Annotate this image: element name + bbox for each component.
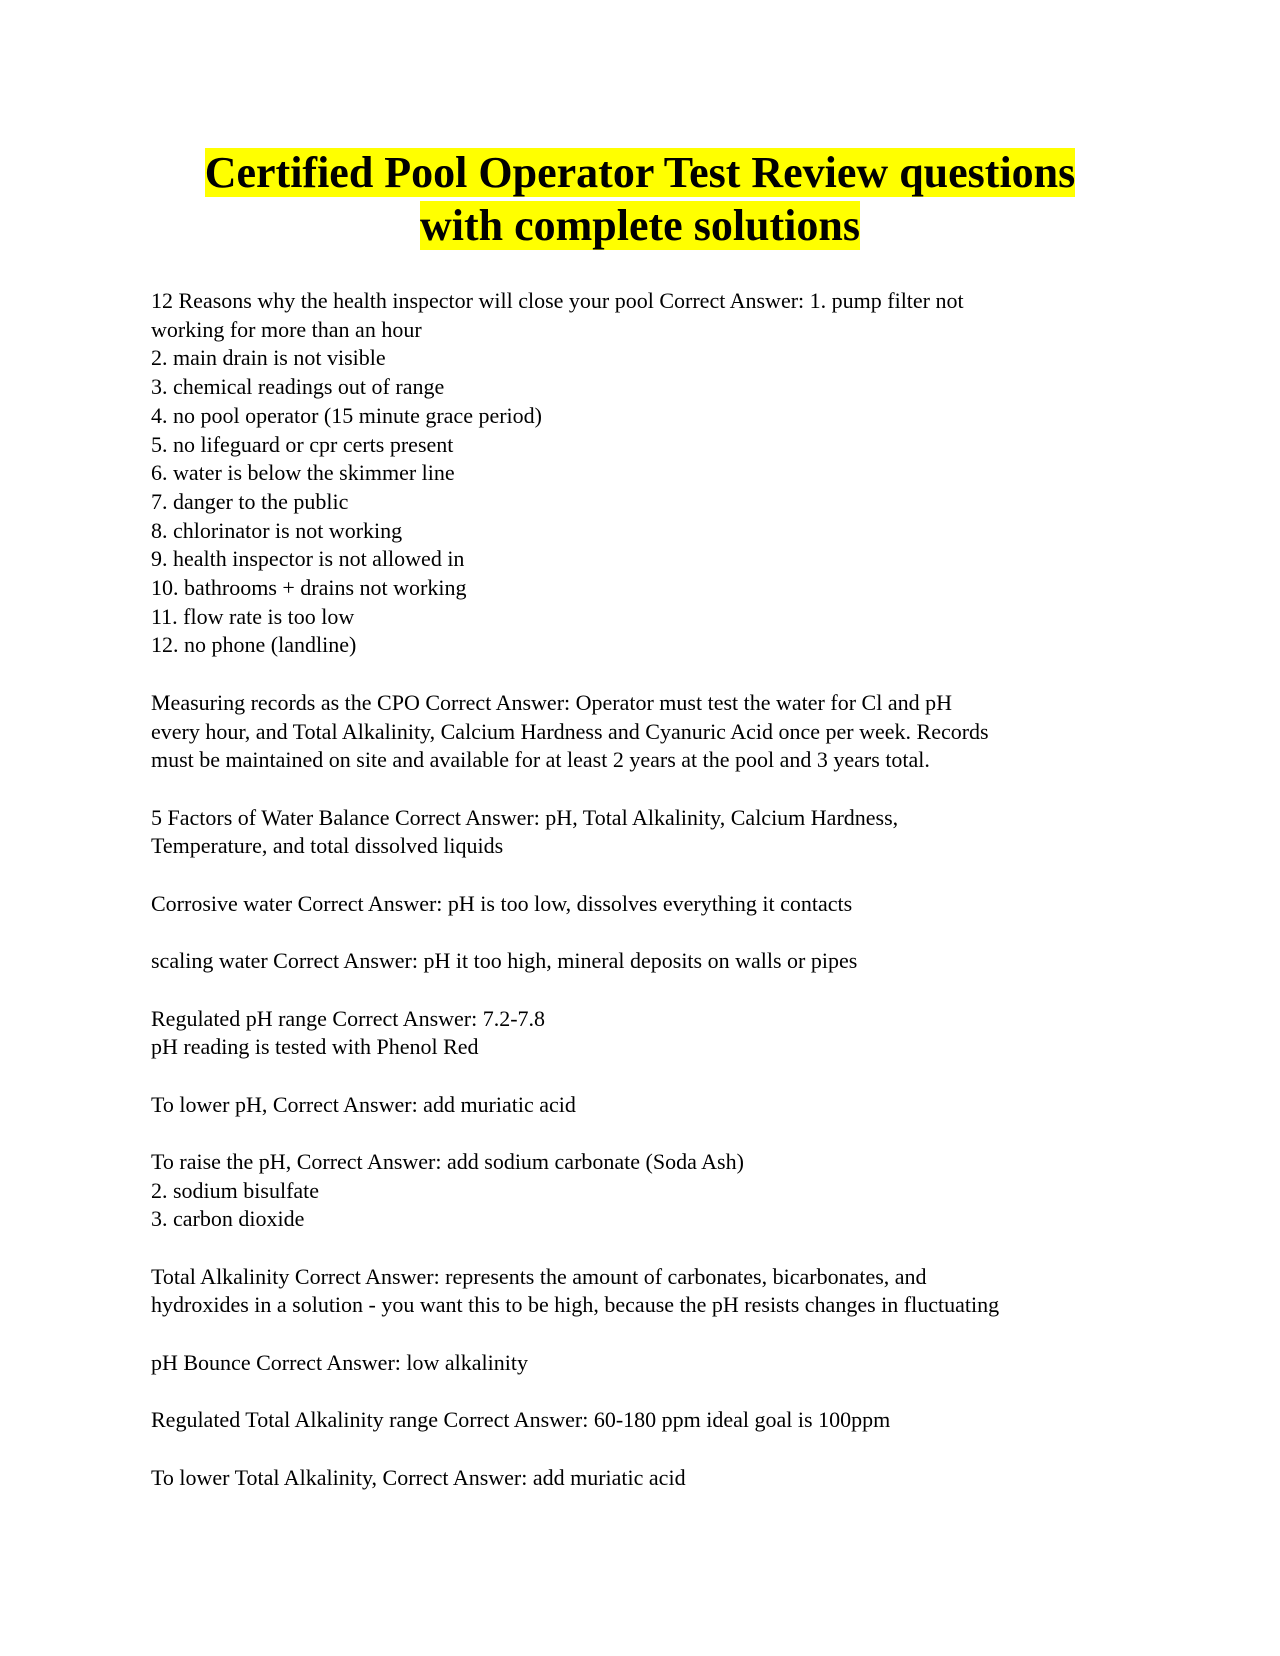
text-line: 2. sodium bisulfate	[151, 1177, 320, 1203]
qa-paragraph	[151, 1148, 1131, 1234]
text-line: 12 Reasons why the health inspector will close your pool Correct Answer: 1. pump filter not	[151, 288, 964, 313]
text-line: 4. no pool operator (15 minute grace period)	[151, 402, 542, 428]
text-line: Total Alkalinity Correct Answer: represents the amount of carbonates, bicarbonates, and	[151, 1263, 927, 1289]
text-line: Temperature, and total dissolved liquids	[151, 833, 504, 859]
text-line: Regulated Total Alkalinity range Correct Answer: 60-180 ppm ideal goal is 100ppm	[151, 1407, 891, 1433]
text-line: 10. bathrooms + drains not working	[151, 575, 467, 601]
qa-paragraph	[151, 1349, 1131, 1378]
qa-paragraph	[151, 287, 1131, 660]
text-line: pH Bounce Correct Answer: low alkalinity	[151, 1349, 528, 1375]
text-line: Measuring records as the CPO Correct Answer: Operator must test the water for Cl and pH	[151, 689, 952, 715]
text-line: Regulated pH range Correct Answer: 7.2-7.8	[151, 1005, 546, 1031]
text-line: scaling water Correct Answer: pH it too high, mineral deposits on walls or pipes	[151, 948, 858, 974]
text-line: 3. chemical readings out of range	[151, 374, 445, 400]
text-line: every hour, and Total Alkalinity, Calcium Hardness and Cyanuric Acid once per week. Records	[151, 718, 989, 744]
qa-paragraph	[151, 1263, 1131, 1320]
qa-paragraph	[151, 1464, 1131, 1493]
text-line: 12. no phone (landline)	[151, 632, 357, 658]
title-line-2: with complete solutions	[420, 201, 860, 250]
qa-paragraph	[151, 1406, 1131, 1435]
document-body	[151, 287, 1131, 1521]
qa-paragraph	[151, 1091, 1131, 1120]
text-line: 7. danger to the public	[151, 488, 349, 514]
title-line-1: Certified Pool Operator Test Review questions	[204, 148, 1076, 197]
text-line: 5 Factors of Water Balance Correct Answer: pH, Total Alkalinity, Calcium Hardness,	[151, 804, 899, 830]
text-line: 3. carbon dioxide	[151, 1206, 305, 1232]
text-line: Corrosive water Correct Answer: pH is too low, dissolves everything it contacts	[151, 890, 853, 916]
text-line: 5. no lifeguard or cpr certs present	[151, 431, 454, 457]
text-line: hydroxides in a solution - you want this to be high, because the pH resists changes in fluctuating	[151, 1292, 1000, 1318]
text-line: 9. health inspector is not allowed in	[151, 546, 465, 572]
text-line: To raise the pH, Correct Answer: add sodium carbonate (Soda Ash)	[151, 1148, 744, 1174]
text-line: working for more than an hour	[151, 316, 422, 342]
text-line: pH reading is tested with Phenol Red	[151, 1034, 479, 1060]
text-line: 8. chlorinator is not working	[151, 517, 403, 543]
text-line: 2. main drain is not visible	[151, 345, 386, 371]
document-title	[140, 146, 1140, 252]
text-line: To lower Total Alkalinity, Correct Answer: add muriatic acid	[151, 1464, 686, 1490]
text-line: 11. flow rate is too low	[151, 603, 355, 629]
text-line: 6. water is below the skimmer line	[151, 460, 455, 486]
qa-paragraph	[151, 804, 1131, 861]
qa-paragraph	[151, 947, 1131, 976]
qa-paragraph	[151, 689, 1131, 775]
qa-paragraph	[151, 890, 1131, 919]
text-line: To lower pH, Correct Answer: add muriatic acid	[151, 1091, 576, 1117]
text-line: must be maintained on site and available for at least 2 years at the pool and 3 years total.	[151, 747, 930, 773]
qa-paragraph	[151, 1005, 1131, 1062]
